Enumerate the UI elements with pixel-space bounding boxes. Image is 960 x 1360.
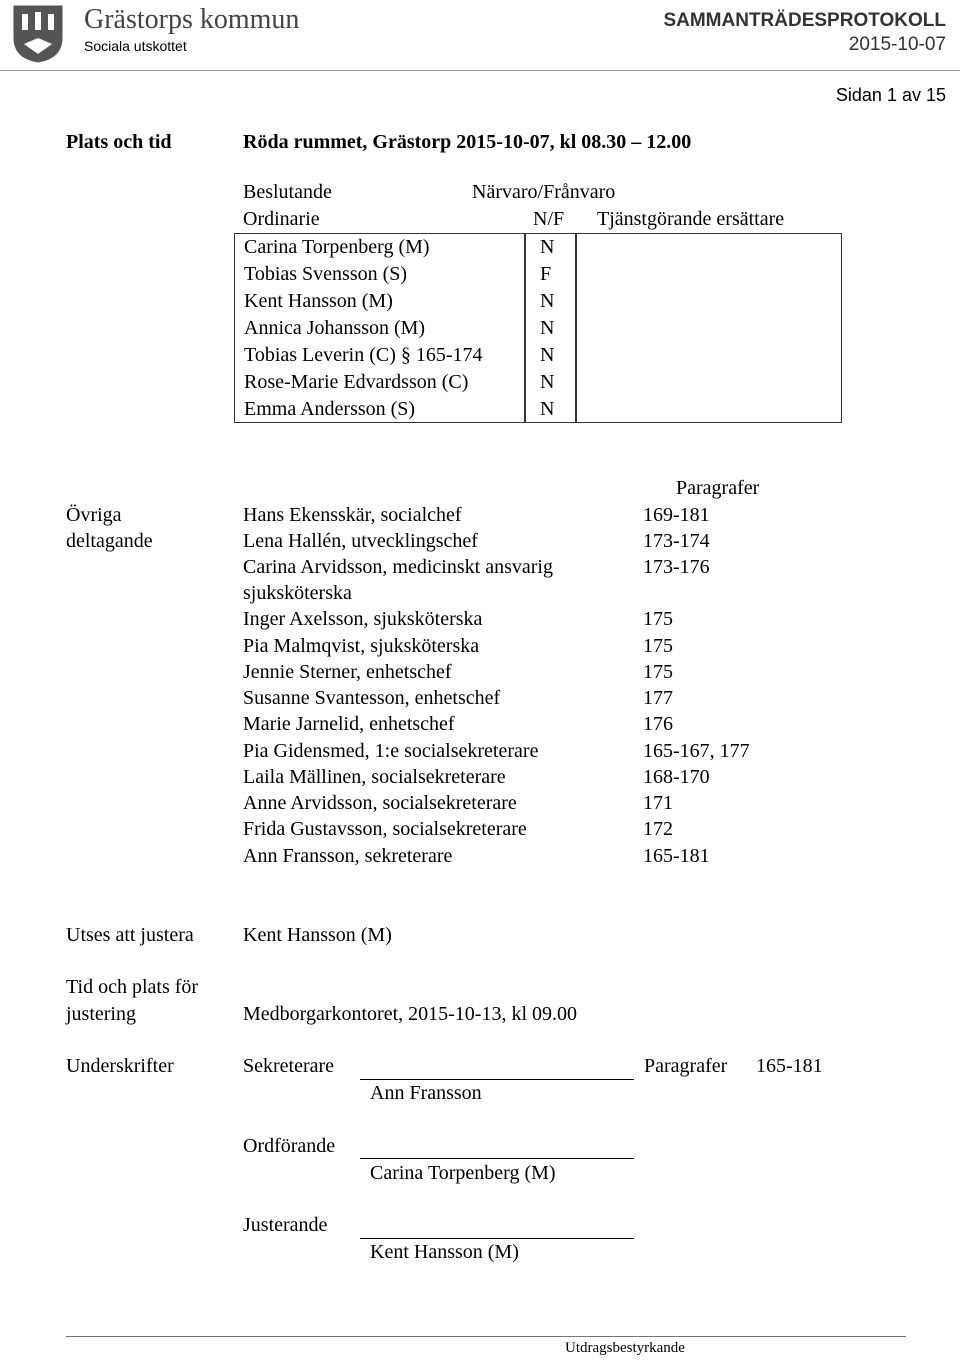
participant-paragraphs: 173-174	[643, 530, 710, 552]
verification-label-line2: justering	[66, 1003, 136, 1025]
table-divider	[524, 234, 526, 422]
member-status: F	[540, 263, 552, 285]
participant-name: Pia Gidensmed, 1:e socialsekreterare	[243, 740, 539, 762]
adjuster-label: Utses att justera	[66, 924, 194, 946]
chair-label: Ordförande	[243, 1135, 336, 1157]
member-status: N	[540, 344, 555, 366]
attendance-table	[234, 233, 842, 423]
participant-name: Frida Gustavsson, socialsekreterare	[243, 818, 527, 840]
verification-value: Medborgarkontoret, 2015-10-13, kl 09.00	[243, 1003, 578, 1025]
member-status: N	[540, 317, 555, 339]
member-name: Tobias Leverin (C) § 165-174	[244, 344, 483, 366]
substitute-heading: Tjänstgörande ersättare	[597, 208, 785, 230]
verification-label-line1: Tid och plats för	[66, 976, 199, 998]
participant-paragraphs: 165-167, 177	[643, 740, 750, 762]
secretary-label: Sekreterare	[243, 1055, 335, 1077]
member-name: Carina Torpenberg (M)	[244, 236, 430, 258]
presence-heading: Närvaro/Frånvaro	[472, 181, 616, 203]
municipality-name: Grästorps kommun	[84, 4, 300, 35]
participant-name: Carina Arvidsson, medicinskt ansvarig	[243, 556, 553, 578]
member-name: Tobias Svensson (S)	[244, 263, 408, 285]
others-label-line2: deltagande	[66, 530, 153, 552]
adjuster-signature-name: Kent Hansson (M)	[370, 1241, 519, 1263]
signature-paragraphs-label: Paragrafer	[644, 1055, 728, 1077]
signatures-label: Underskrifter	[66, 1055, 174, 1077]
member-name: Annica Johansson (M)	[244, 317, 426, 339]
participant-paragraphs: 169-181	[643, 504, 710, 526]
participant-name: Hans Ekensskär, socialchef	[243, 504, 462, 526]
participant-name: Lena Hallén, utvecklingschef	[243, 530, 478, 552]
participant-name: Marie Jarnelid, enhetschef	[243, 713, 455, 735]
member-status: N	[540, 398, 555, 420]
table-divider	[575, 234, 577, 422]
participant-name: Laila Mällinen, socialsekreterare	[243, 766, 506, 788]
participant-name: Jennie Sterner, enhetschef	[243, 661, 452, 683]
footer-divider	[66, 1336, 906, 1337]
header-divider	[0, 70, 960, 71]
page-number: Sidan 1 av 15	[835, 85, 946, 105]
paragraphs-heading: Paragrafer	[676, 477, 760, 499]
participant-name: Inger Axelsson, sjuksköterska	[243, 608, 483, 630]
participant-paragraphs: 171	[643, 792, 673, 814]
participant-name: Anne Arvidsson, socialsekreterare	[243, 792, 517, 814]
footer-certification: Utdragsbestyrkande	[565, 1340, 685, 1356]
member-status: N	[540, 290, 555, 312]
participant-name: Ann Fransson, sekreterare	[243, 845, 453, 867]
committee-name: Sociala utskottet	[84, 38, 187, 54]
protocol-title: SAMMANTRÄDESPROTOKOLL	[663, 10, 946, 31]
member-status: N	[540, 371, 555, 393]
participant-paragraphs: 175	[643, 661, 673, 683]
member-name: Emma Andersson (S)	[244, 398, 416, 420]
adjuster-signature-label: Justerande	[243, 1214, 328, 1236]
participant-paragraphs: 175	[643, 608, 673, 630]
secretary-name: Ann Fransson	[370, 1082, 482, 1104]
adjuster-value: Kent Hansson (M)	[243, 924, 392, 946]
participant-name: sjuksköterska	[243, 582, 352, 604]
participant-paragraphs: 168-170	[643, 766, 710, 788]
participant-name: Susanne Svantesson, enhetschef	[243, 687, 501, 709]
decision-makers-heading: Beslutande	[243, 181, 332, 203]
nf-heading: N/F	[533, 208, 565, 230]
participant-paragraphs: 177	[643, 687, 673, 709]
participant-paragraphs: 176	[643, 713, 673, 735]
participant-paragraphs: 175	[643, 635, 673, 657]
adjuster-signature-line	[360, 1238, 634, 1239]
chair-name: Carina Torpenberg (M)	[370, 1162, 556, 1184]
participant-paragraphs: 165-181	[643, 845, 710, 867]
place-time-label: Plats och tid	[66, 131, 172, 153]
member-name: Rose-Marie Edvardsson (C)	[244, 371, 469, 393]
ordinary-heading: Ordinarie	[243, 208, 320, 230]
others-label-line1: Övriga	[66, 504, 122, 526]
participant-paragraphs: 173-176	[643, 556, 710, 578]
secretary-signature-line	[360, 1079, 634, 1080]
signature-paragraphs-value: 165-181	[756, 1055, 823, 1077]
place-time-value: Röda rummet, Grästorp 2015-10-07, kl 08.30 – 12.00	[243, 131, 692, 153]
chair-signature-line	[360, 1158, 634, 1159]
header-date: 2015-10-07	[848, 34, 946, 55]
member-status: N	[540, 236, 555, 258]
participant-name: Pia Malmqvist, sjuksköterska	[243, 635, 480, 657]
coat-of-arms-logo-icon	[12, 4, 64, 64]
member-name: Kent Hansson (M)	[244, 290, 393, 312]
participant-paragraphs: 172	[643, 818, 673, 840]
